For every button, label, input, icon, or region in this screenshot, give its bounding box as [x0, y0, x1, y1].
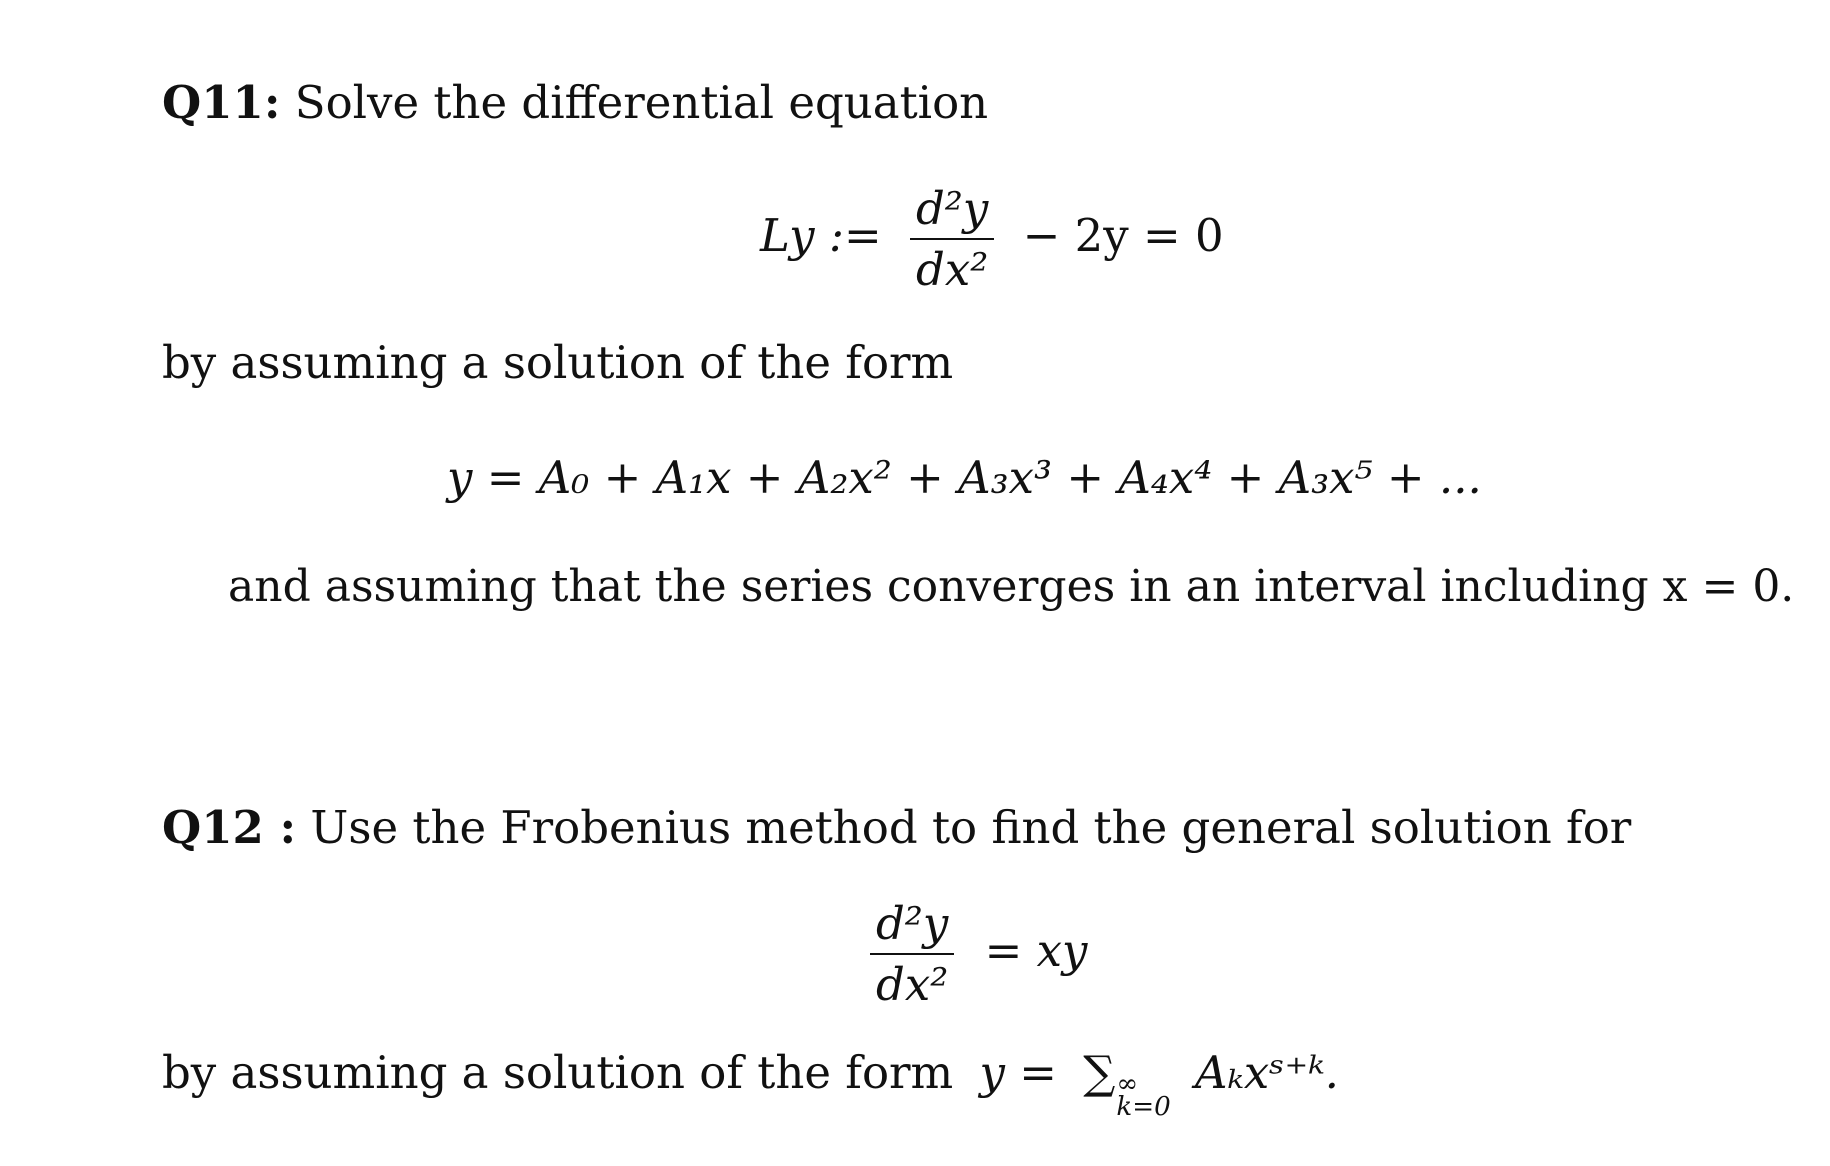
q12-frac-denominator: dx² [876, 958, 949, 1012]
q12-eq-fraction [870, 897, 954, 1012]
q11-series: y = A₀ + A₁x + A₂x² + A₃x³ + A₄x⁴ + A₃x⁵ + ... [447, 451, 1482, 504]
q12-sum-lower: k=0 [1116, 1092, 1171, 1123]
q12-intro: Use the Frobenius method to find the general solution for [310, 801, 1632, 854]
q11-eq-rest: − 2y = 0 [1022, 208, 1224, 262]
q11-form-text: by assuming a solution of the form [162, 336, 954, 389]
q12-form-text: by assuming a solution of the form [162, 1046, 954, 1099]
sigma-icon: ∑ [1083, 1046, 1116, 1099]
q12-eq-rhs: = xy [984, 923, 1088, 977]
q11-label: Q11: [162, 76, 281, 129]
q11-eq-fraction [910, 182, 994, 297]
q11-convergence: and assuming that the series converges in an interval including x = 0. [228, 561, 1795, 612]
q12-form-line [162, 1046, 1339, 1123]
q12-sum-upper: ∞ [1116, 1068, 1139, 1099]
q11-frac-bar [910, 238, 994, 240]
q11-frac-numerator: d²y [916, 182, 989, 235]
q11-heading [162, 76, 989, 129]
q11-frac-denominator: dx² [916, 243, 989, 297]
q12-sum [1083, 1046, 1171, 1123]
q12-frac-numerator: d²y [876, 897, 949, 950]
q12-equation [870, 897, 1088, 1012]
q12-sum-limits [1116, 1068, 1171, 1123]
q12-sum-term: Aₖxˢ⁺ᵏ. [1195, 1046, 1339, 1099]
q12-heading [162, 801, 1632, 854]
q12-sum-prefix: y = [979, 1046, 1057, 1099]
q11-eq-lhs: Ly := [760, 208, 882, 262]
q12-frac-bar [870, 953, 954, 955]
q12-label: Q12 : [162, 801, 297, 854]
q11-equation [760, 182, 1224, 297]
q11-intro: Solve the differential equation [294, 76, 989, 129]
